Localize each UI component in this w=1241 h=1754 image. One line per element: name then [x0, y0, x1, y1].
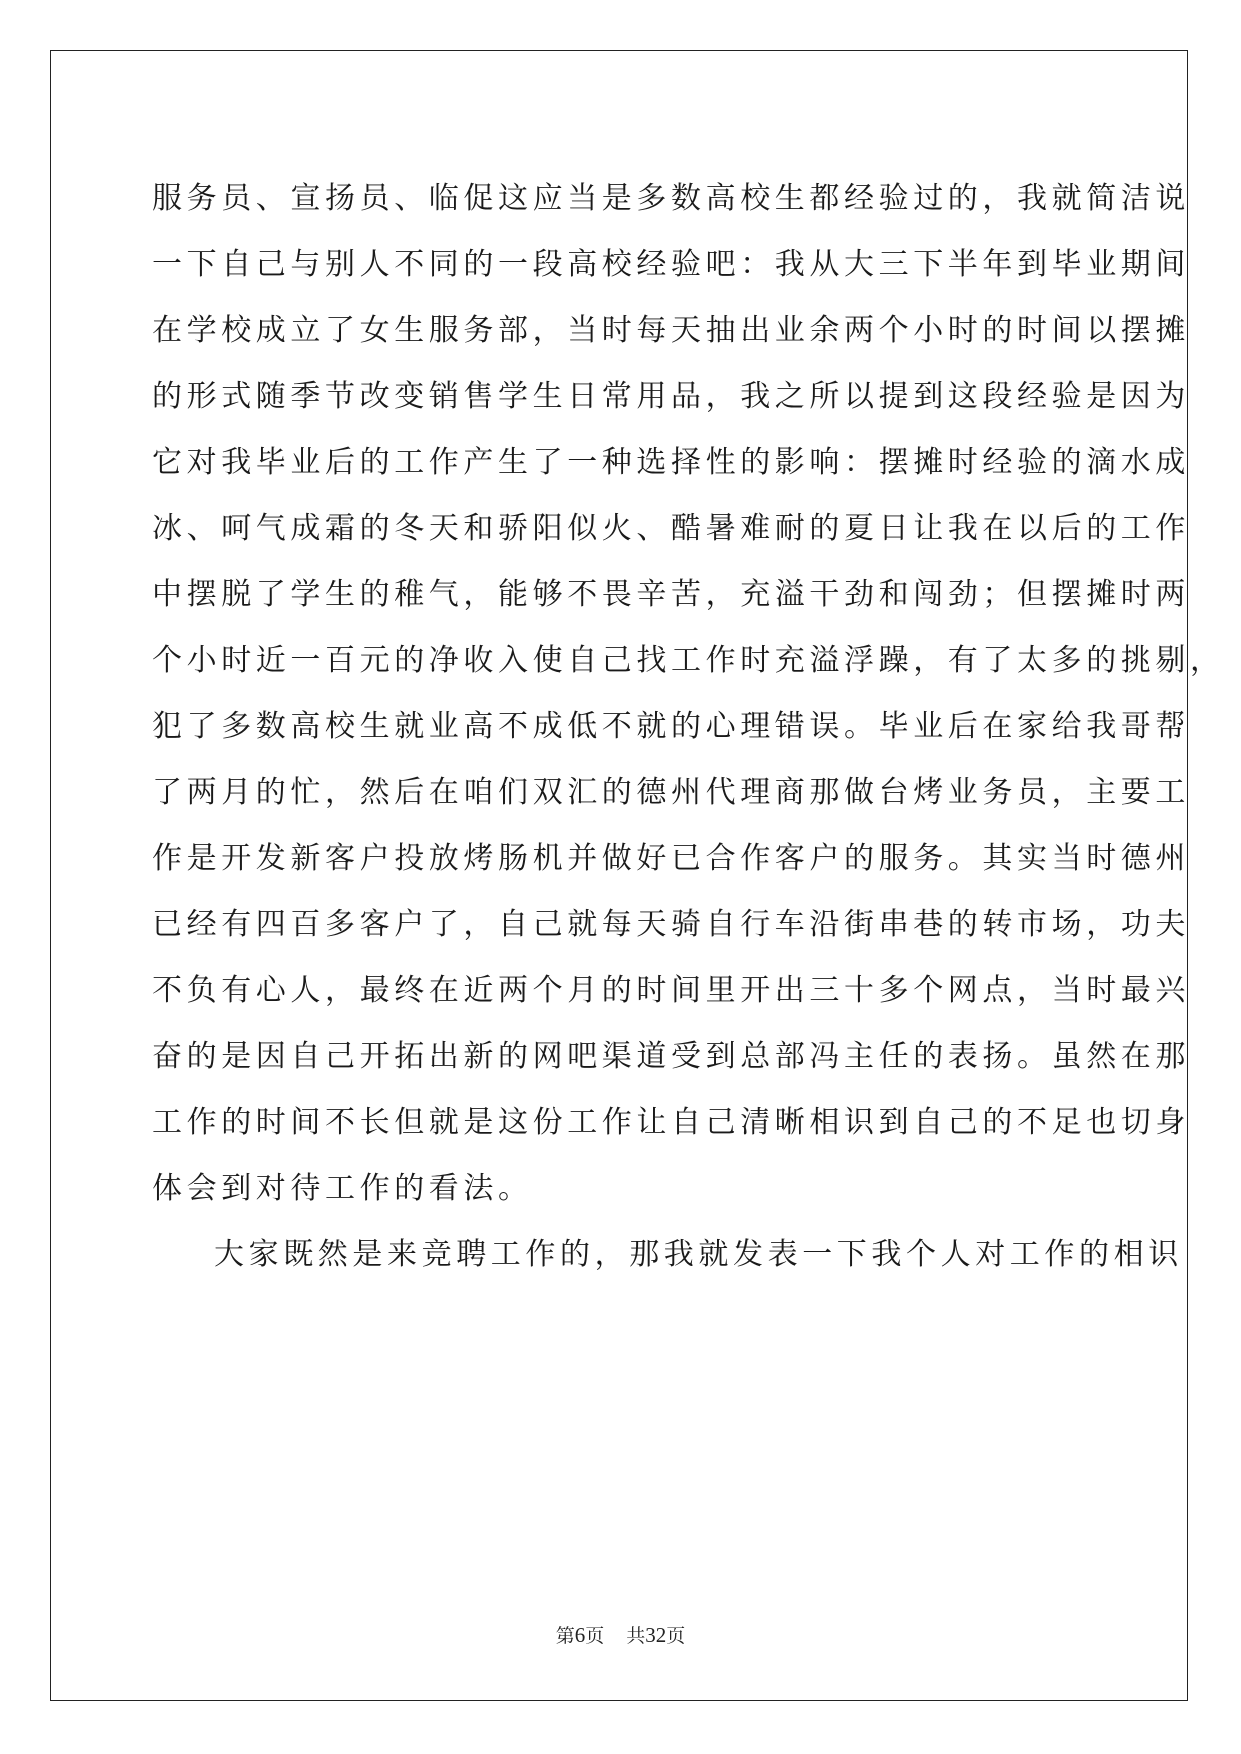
text-line: 工作的时间不长但就是这份工作让自己清晰相识到自己的不足也切身	[152, 1105, 1190, 1140]
page-footer	[0, 1621, 1241, 1648]
text-line: 体会到对待工作的看法。	[152, 1171, 533, 1206]
text-line: 不负有心人，最终在近两个月的时间里开出三十多个网点，当时最兴	[152, 973, 1190, 1008]
total-prefix: 共	[626, 1625, 646, 1647]
text-line: 在学校成立了女生服务部，当时每天抽出业余两个小时的时间以摆摊	[152, 313, 1190, 348]
text-line: 犯了多数高校生就业高不成低不就的心理错误。毕业后在家给我哥帮	[152, 709, 1190, 744]
text-line: 服务员、宣扬员、临促这应当是多数高校生都经验过的，我就简洁说	[152, 181, 1190, 216]
page-suffix: 页	[585, 1625, 605, 1647]
total-suffix: 页	[666, 1625, 686, 1647]
text-line: 的形式随季节改变销售学生日常用品，我之所以提到这段经验是因为	[152, 379, 1190, 414]
page-number: 6	[574, 1623, 586, 1647]
text-line: 一下自己与别人不同的一段高校经验吧：我从大三下半年到毕业期间	[152, 247, 1190, 282]
text-line: 它对我毕业后的工作产生了一种选择性的影响：摆摊时经验的滴水成	[152, 445, 1190, 480]
text-line: 大家既然是来竞聘工作的，那我就发表一下我个人对工作的相识	[214, 1237, 1183, 1272]
text-line: 已经有四百多客户了，自己就每天骑自行车沿街串巷的转市场，功夫	[152, 907, 1190, 942]
text-line: 中摆脱了学生的稚气，能够不畏辛苦，充溢干劲和闯劲；但摆摊时两	[152, 577, 1190, 612]
text-line: 奋的是因自己开拓出新的网吧渠道受到总部冯主任的表扬。虽然在那	[152, 1039, 1190, 1074]
text-line: 冰、呵气成霜的冬天和骄阳似火、酷暑难耐的夏日让我在以后的工作	[152, 511, 1190, 546]
text-line: 了两月的忙，然后在咱们双汇的德州代理商那做台烤业务员，主要工	[152, 775, 1190, 810]
page-prefix: 第	[555, 1625, 575, 1647]
document-body	[152, 166, 1225, 1288]
text-line: 个小时近一百元的净收入使自己找工作时充溢浮躁，有了太多的挑剔，	[152, 643, 1225, 678]
total-pages: 32	[645, 1623, 667, 1647]
text-line: 作是开发新客户投放烤肠机并做好已合作客户的服务。其实当时德州	[152, 841, 1190, 876]
